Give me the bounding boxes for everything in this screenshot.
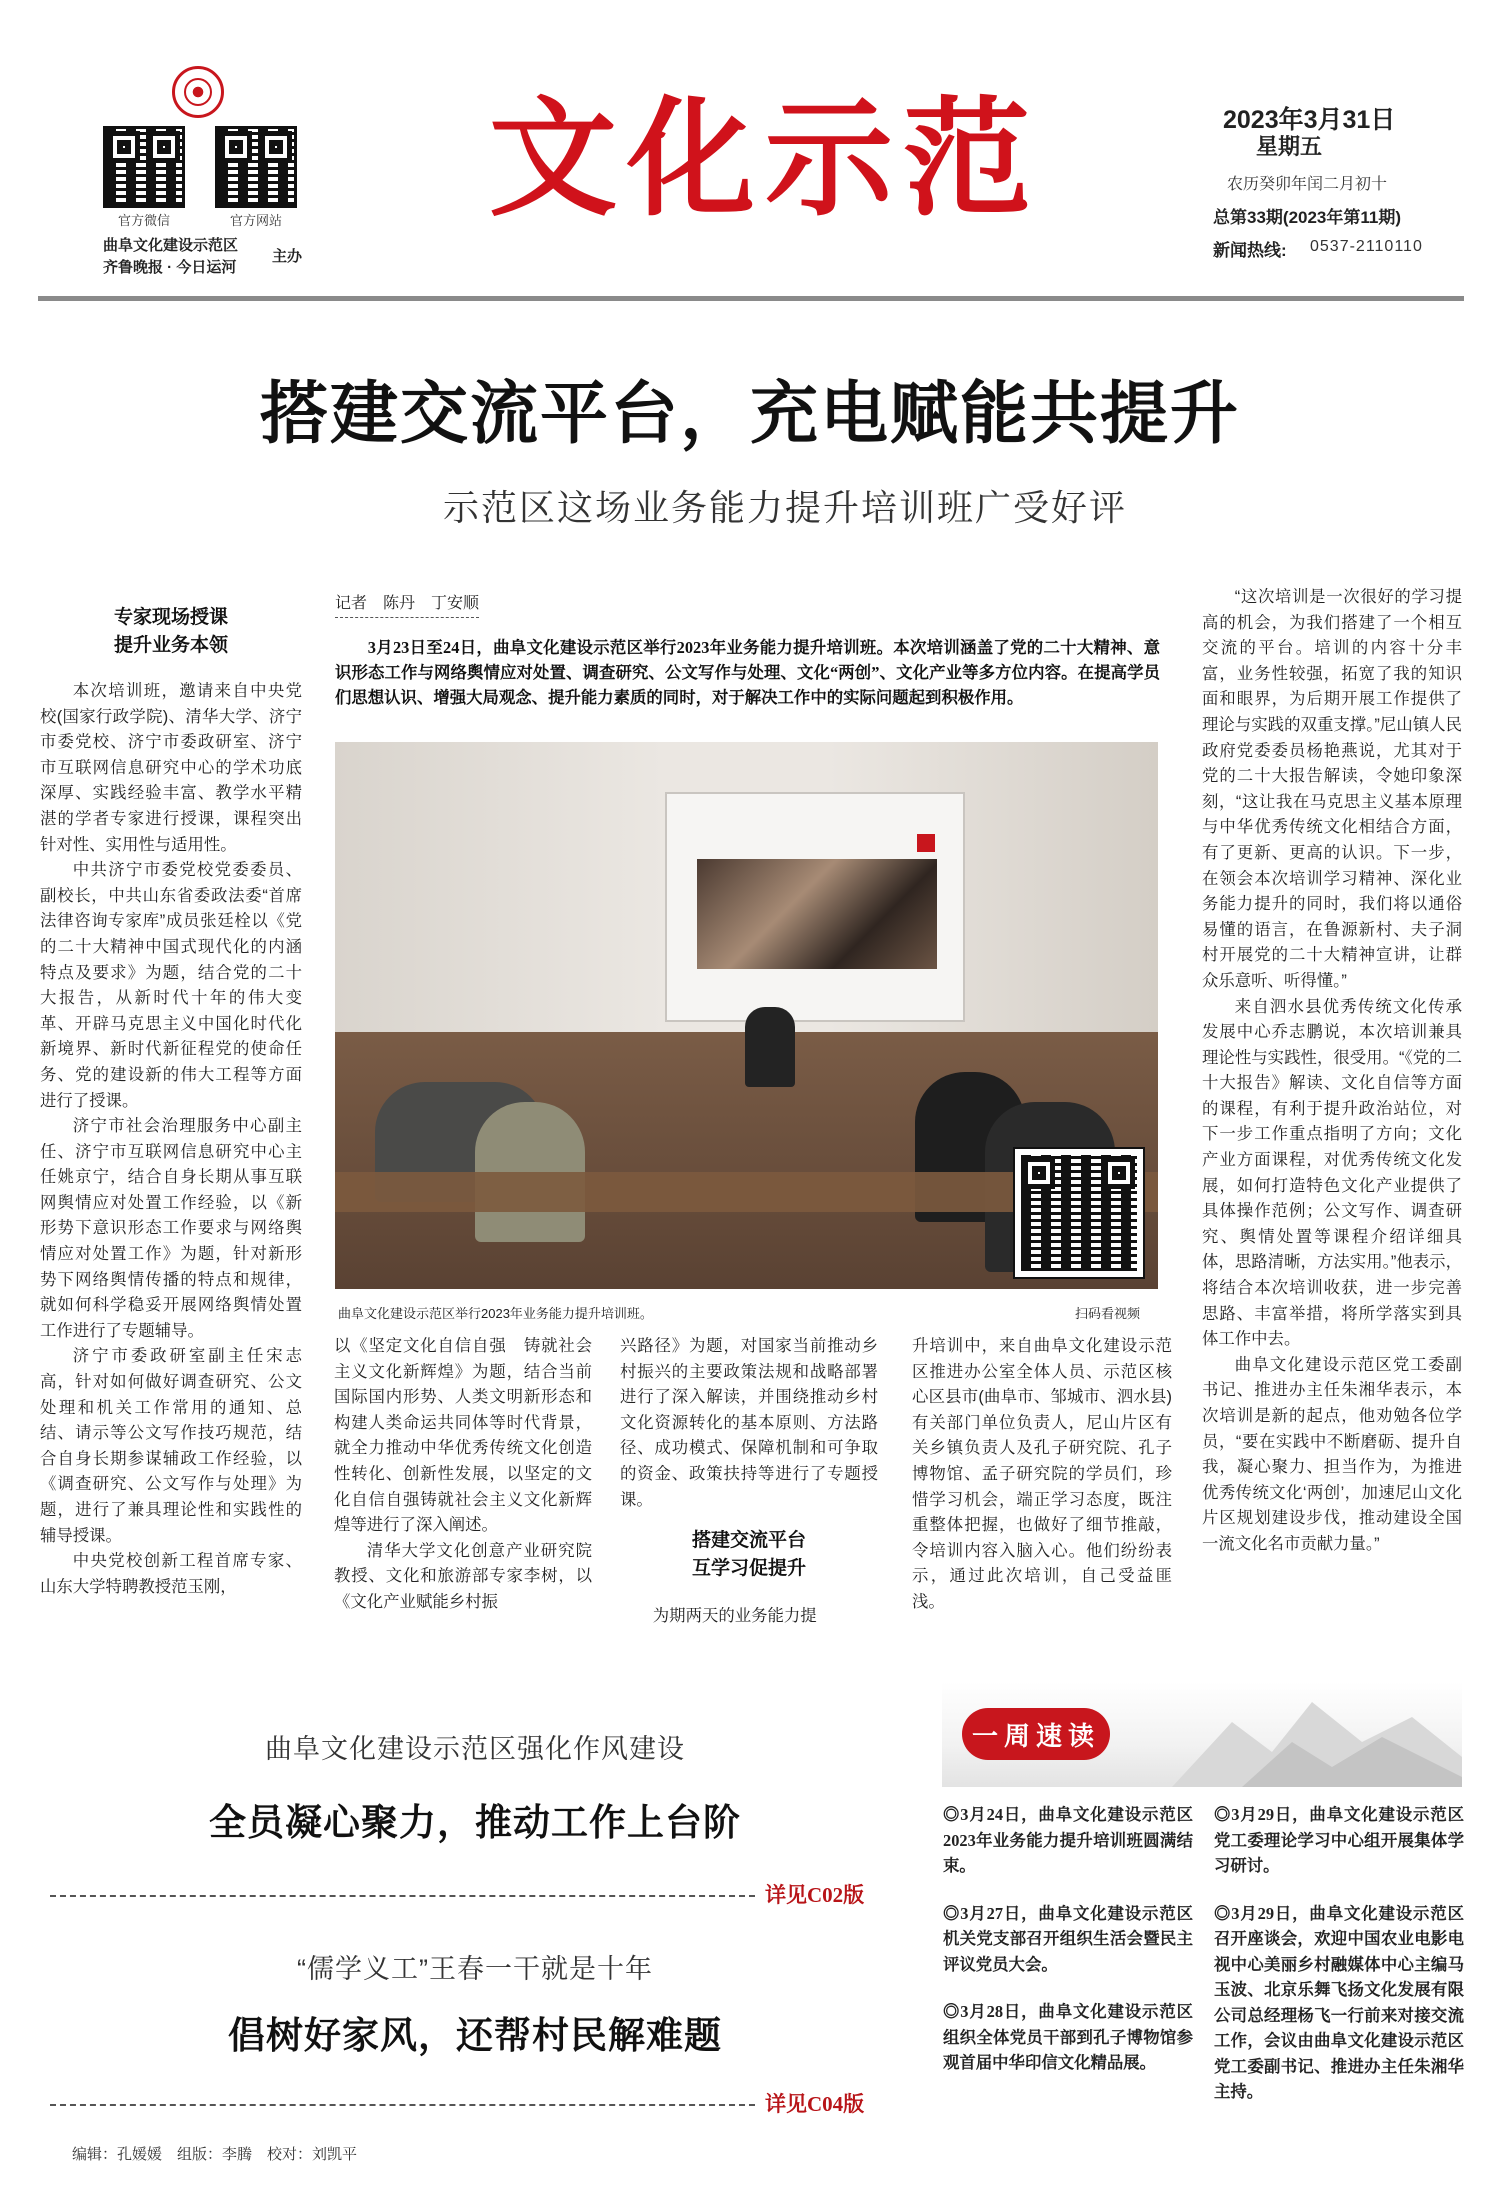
masthead-title: 文化示范 <box>488 88 1041 231</box>
paragraph: 济宁市社会治理服务中心副主任、济宁市互联网信息研究中心主任姚京宁，结合自身长期从事互联网舆情应对处置工作经验，以《新形势下意识形态工作要求与网络舆情应对处置工作》为题，针对新形势下网络舆情传播的特点和规律，就如何科学稳妥开展网络舆情处置工作进行了专题辅导。 <box>40 1117 302 1340</box>
sponsor-line-1: 曲阜文化建设示范区 <box>103 237 239 254</box>
section-subtitle-2-line2: 互学习促提升 <box>691 1558 806 1579</box>
week-news-title: 一周速读 <box>962 1708 1110 1760</box>
emblem-seal-center <box>184 78 212 106</box>
party-emblem-icon <box>917 834 935 852</box>
teaser-1-rule <box>50 1895 755 1897</box>
sponsor-line-2: 齐鲁晚报 · 今日运河 <box>103 259 237 276</box>
paragraph: 清华大学文化创意产业研究院教授、文化和旅游部专家李树，以《文化产业赋能乡村振 <box>334 1541 592 1611</box>
paragraph: 升培训中，来自曲阜文化建设示范区推进办公室全体人员、示范区核心区县市(曲阜市、邹城市、泗水县)有关部门单位负责人，尼山片区有关乡镇负责人及孔子研究院、孔子博物馆、孟子研究院的学员们，珍惜学习机会，端正学习态度，既注重整体把握，也做好了细节推敲，令培训内容入脑入心。他们纷纷表示，通过此次培训，自己受益匪浅。 <box>912 1337 1172 1611</box>
teaser-2-page-link[interactable]: 详见C04版 <box>765 2092 865 2116</box>
lunar-date: 农历癸卯年闰二月初十 <box>1227 176 1388 193</box>
issue-weekday: 星期五 <box>1256 134 1323 159</box>
slide-image <box>697 859 937 969</box>
main-subhead: 示范区这场业务能力提升培训班广受好评 <box>442 487 1127 528</box>
article-column-3 <box>620 1334 878 1509</box>
week-news-item: ◎3月29日，曲阜文化建设示范区召开座谈会，欢迎中国农业电影电视中心美丽乡村融媒体中心主编马玉波、北京乐舞飞扬文化发展有限公司总经理杨飞一行前来对接交流工作，会议由曲阜文化建设示范区党工委副书记、推进办主任朱湘华主持。 <box>1214 1903 1464 2101</box>
main-headline: 搭建交流平台，充电赋能共提升 <box>259 374 1240 454</box>
teaser-2-kicker: “儒学义工”王春一干就是十年 <box>297 1954 653 1984</box>
video-qr-code <box>1015 1149 1143 1277</box>
paragraph: 中央党校创新工程首席专家、山东大学特聘教授范玉刚， <box>40 1552 302 1596</box>
wechat-qr-caption: 官方微信 <box>117 213 170 228</box>
week-news-right-column <box>1214 1802 1464 2105</box>
photo-caption: 曲阜文化建设示范区举行2023年业务能力提升培训班。 <box>338 1306 653 1321</box>
week-news-item: ◎3月29日，曲阜文化建设示范区党工委理论学习中心组开展集体学习研讨。 <box>1214 1805 1464 1875</box>
issue-date: 2023年3月31日 <box>1223 106 1396 134</box>
website-qr-code <box>215 126 297 208</box>
teaser-1-kicker: 曲阜文化建设示范区强化作风建设 <box>265 1734 685 1764</box>
teaser-1-headline: 全员凝心聚力，推动工作上台阶 <box>209 1800 741 1844</box>
paragraph: 曲阜文化建设示范区党工委副书记、推进办主任朱湘华表示，本次培训是新的起点，他劝勉各位学员，“要在实践中不断磨砺、提升自我，凝心聚力、担当作为，为推进优秀传统文化‘两创’，加速尼山文化片区规划建设步伐，推动建设全国一流文化名市贡献力量。” <box>1202 1355 1462 1553</box>
editor-credits: 编辑：孔媛媛 组版：李腾 校对：刘凯平 <box>72 2146 358 2163</box>
projection-screen <box>665 792 965 1022</box>
emblem-seal <box>172 66 224 118</box>
article-column-4 <box>912 1334 1172 1634</box>
week-news-item: ◎3月24日，曲阜文化建设示范区2023年业务能力提升培训班圆满结束。 <box>943 1805 1193 1875</box>
week-news-left-column <box>943 1802 1193 2076</box>
paragraph: 来自泗水县优秀传统文化传承发展中心乔志鹏说，本次培训兼具理论性与实践性，很受用。“《党的二十大报告》解读、文化自信等方面的课程，有利于提升政治站位，对下一步工作重点指明了方向；文化产业方面课程，对优秀传统文化发展，如何打造特色文化产业提供了具体操作范例；公文写作、调查研究、舆情处置等课程介绍详细具体，思路清晰，方法实用。”他表示，将结合本次培训收获，进一步完善思路、丰富举措，将所学落实到具体工作中去。 <box>1202 997 1462 1349</box>
article-column-3-tail <box>620 1604 878 1634</box>
video-qr-caption: 扫码看视频 <box>1075 1306 1141 1321</box>
section-subtitle-2 <box>620 1527 878 1583</box>
paragraph: 以《坚定文化自信自强 铸就社会主义文化新辉煌》为题，结合当前国际国内形势、人类文明新形态和构建人类命运共同体等时代背景，就全力推动中华优秀传统文化创造性转化、创新性发展，以坚定的文化自信自强铸就社会主义文化新辉煌等进行了深入阐述。 <box>334 1337 592 1535</box>
issue-number: 总第33期(2023年第11期) <box>1213 208 1402 227</box>
hotline-label: 新闻热线: <box>1213 241 1287 260</box>
wechat-qr-code <box>103 126 185 208</box>
paragraph: 本次培训班，邀请来自中央党校(国家行政学院)、清华大学、济宁市委党校、济宁市委政研室、济宁市互联网信息研究中心的学术功底深厚、实践经验丰富、教学水平精湛的学者专家进行授课，课程突出针对性、实用性与适用性。 <box>40 682 302 854</box>
article-column-5 <box>1202 585 1462 1635</box>
paragraph: 中共济宁市委党校党委委员、副校长，中共山东省委政法委“首席法律咨询专家库”成员张廷栓以《党的二十大精神中国式现代化的内涵特点及要求》为题，结合党的二十大报告，从新时代十年的伟大变革、开辟马克思主义中国化时代化新境界、新时代新征程党的使命任务、党的建设新的伟大工程等方面进行了授课。 <box>40 861 302 1110</box>
sponsor-tag: 主办 <box>272 248 303 265</box>
paragraph: “这次培训是一次很好的学习提高的机会，为我们搭建了一个相互交流的平台。培训的内容十分丰富，业务性较强，拓宽了我的知识面和眼界，为后期开展工作提供了理论与实践的双重支撑。”尼山镇人民政府党委委员杨艳燕说，尤其对于党的二十大报告解读，令她印象深刻，“这让我在马克思主义基本原理与中华优秀传统文化相结合方面，有了更新、更高的认识。下一步，在领会本次培训学习精神、深化业务能力提升的同时，我们将以通俗易懂的语言，在鲁源新村、夫子洞村开展党的二十大精神宣讲，让群众乐意听、听得懂。” <box>1202 588 1462 990</box>
paragraph: 为期两天的业务能力提 <box>652 1607 817 1625</box>
training-photo <box>335 742 1158 1289</box>
masthead-rule <box>38 296 1464 301</box>
teaser-2-headline: 倡树好家风，还帮村民解难题 <box>228 2013 722 2057</box>
week-news-item: ◎3月28日，曲阜文化建设示范区组织全体党员干部到孔子博物馆参观首届中华印信文化精品展。 <box>943 2002 1193 2072</box>
week-news-banner <box>942 1682 1462 1787</box>
paragraph: 济宁市委政研室副主任宋志高，针对如何做好调查研究、公文处理和机关工作常用的通知、总结、请示等公文写作技巧规范，结合自身长期参谋辅政工作经验，以《调查研究、公文写作与处理》为题，进行了兼具理论性和实践性的辅导授课。 <box>40 1347 302 1545</box>
hotline-number: 0537-2110110 <box>1310 238 1423 255</box>
week-news-item: ◎3月27日，曲阜文化建设示范区机关党支部召开组织生活会暨民主评议党员大会。 <box>943 1903 1193 1974</box>
section-subtitle-1 <box>40 604 302 660</box>
section-subtitle-1-line1: 专家现场授课 <box>113 607 228 628</box>
section-subtitle-2-line1: 搭建交流平台 <box>691 1530 806 1551</box>
article-column-1 <box>40 679 302 1641</box>
speaker-figure <box>745 1007 795 1087</box>
website-qr-caption: 官方网站 <box>229 213 282 228</box>
paragraph: 兴路径》为题，对国家当前推动乡村振兴的主要政策法规和战略部署进行了深入解读，并围绕推动乡村文化资源转化的基本原则、方法路径、成功模式、保障机制和可争取的资金、政策扶持等进行了专题授课。 <box>620 1337 878 1509</box>
section-subtitle-1-line2: 提升业务本领 <box>113 635 228 656</box>
reporter-byline: 记者 陈丹 丁安顺 <box>335 590 479 618</box>
teaser-1-page-link[interactable]: 详见C02版 <box>765 1883 865 1907</box>
article-column-2 <box>334 1334 592 1641</box>
teaser-2-rule <box>50 2104 755 2106</box>
lead-paragraph: 3月23日至24日，曲阜文化建设示范区举行2023年业务能力提升培训班。本次培训涵盖了党的二十大精神、意识形态工作与网络舆情应对处置、调查研究、公文写作与处理、文化“两创”、文化产业等多方位内容。在提高学员们思想认识、增强大局观念、提升能力素质的同时，对于解决工作中的实际问题起到积极作用。 <box>335 638 1160 707</box>
